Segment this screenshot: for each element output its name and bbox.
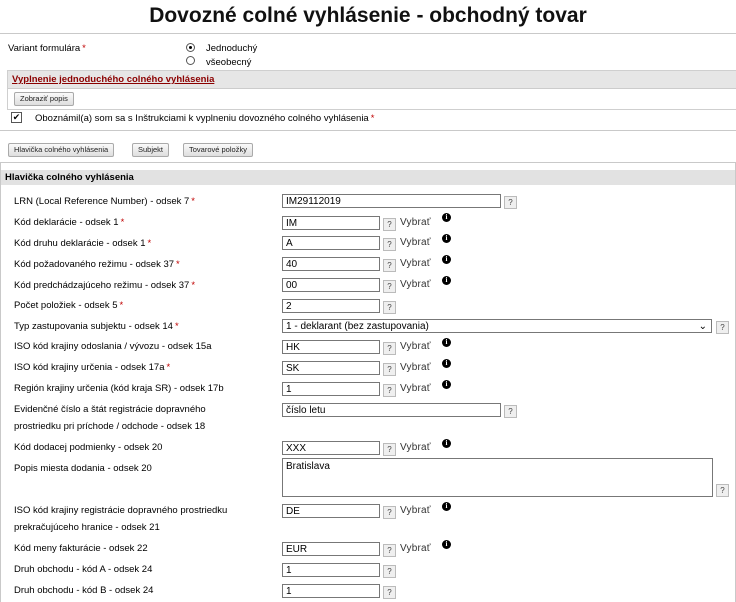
dodacia-input[interactable]: XXX [282, 441, 380, 455]
tab-hlavicka[interactable]: Hlavička colného vyhlásenia [8, 143, 114, 157]
lrn-help-icon[interactable]: ? [504, 196, 517, 209]
druh-b-label: Druh obchodu - kód B - odsek 24 [14, 585, 154, 596]
popis-miesta-textarea[interactable]: Bratislava [282, 458, 713, 497]
region-input[interactable]: 1 [282, 382, 380, 396]
dodacia-vybrat-button[interactable]: Vybrať [400, 442, 431, 453]
iso-urcenia-label: ISO kód krajiny určenia - odsek 17a * [14, 362, 171, 373]
iso-registr-label-line1: ISO kód krajiny registrácie dopravného prostriedku [14, 505, 228, 516]
kod-predch-info-icon[interactable]: i [442, 276, 451, 285]
kod-druhu-vybrat-button[interactable]: Vybrať [400, 237, 431, 248]
evidencne-label-line2: prostriedku pri príchode / odchode - odsek 18 [14, 421, 206, 432]
pocet-label: Počet položiek - odsek 5 * [14, 300, 124, 311]
kod-druhu-label: Kód druhu deklarácie - odsek 1 * [14, 238, 152, 249]
kod-predch-help-icon[interactable]: ? [383, 280, 396, 293]
iso-odoslania-help-icon[interactable]: ? [383, 342, 396, 355]
lrn-label: LRN (Local Reference Number) - odsek 7 * [14, 196, 195, 207]
lrn-input[interactable]: IM29112019 [282, 194, 501, 208]
druh-a-input[interactable]: 1 [282, 563, 380, 577]
popis-miesta-label: Popis miesta dodania - odsek 20 [14, 463, 152, 474]
show-description-button[interactable]: Zobraziť popis [14, 92, 74, 106]
variant-option-vseobecny[interactable]: všeobecný [206, 57, 252, 68]
mena-help-icon[interactable]: ? [383, 544, 396, 557]
iso-urcenia-help-icon[interactable]: ? [383, 363, 396, 376]
dodacia-label: Kód dodacej podmienky - odsek 20 [14, 442, 163, 453]
variant-radio-vseobecny[interactable] [186, 56, 195, 65]
mena-input[interactable]: EUR [282, 542, 380, 556]
kod-deklaracie-input[interactable]: IM [282, 216, 380, 230]
typ-zast-select[interactable] [282, 319, 712, 333]
iso-registr-vybrat-button[interactable]: Vybrať [400, 505, 431, 516]
frame-left [0, 162, 1, 602]
druh-a-label: Druh obchodu - kód A - odsek 24 [14, 564, 153, 575]
iso-registr-input[interactable]: DE [282, 504, 380, 518]
variant-radio-jednoduchy[interactable] [186, 43, 195, 52]
kod-deklaracie-label: Kód deklarácie - odsek 1 * [14, 217, 125, 228]
tab-subjekt[interactable]: Subjekt [132, 143, 169, 157]
divider [0, 130, 736, 131]
iso-odoslania-info-icon[interactable]: i [442, 338, 451, 347]
kod-pozad-input[interactable]: 40 [282, 257, 380, 271]
divider [0, 33, 736, 34]
kod-pozad-vybrat-button[interactable]: Vybrať [400, 258, 431, 269]
region-vybrat-button[interactable]: Vybrať [400, 383, 431, 394]
mena-vybrat-button[interactable]: Vybrať [400, 543, 431, 554]
kod-pozad-info-icon[interactable]: i [442, 255, 451, 264]
druh-b-help-icon[interactable]: ? [383, 586, 396, 599]
druh-b-input[interactable]: 1 [282, 584, 380, 598]
region-help-icon[interactable]: ? [383, 384, 396, 397]
kod-deklaracie-vybrat-button[interactable]: Vybrať [400, 217, 431, 228]
page-title: Dovozné colné vyhlásenie - obchodný tovar [149, 4, 587, 27]
iso-registr-info-icon[interactable]: i [442, 502, 451, 511]
popis-miesta-help-icon[interactable]: ? [716, 484, 729, 497]
kod-deklaracie-help-icon[interactable]: ? [383, 218, 396, 231]
simple-declaration-panel [7, 70, 736, 110]
tab-tovarove-polozky[interactable]: Tovarové položky [183, 143, 253, 157]
divider [0, 162, 736, 163]
mena-label: Kód meny fakturácie - odsek 22 [14, 543, 148, 554]
evidencne-input[interactable]: číslo letu [282, 403, 501, 417]
iso-registr-label-line2: prekračujúceho hranice - odsek 21 [14, 522, 160, 533]
section-header: Hlavička colného vyhlásenia [1, 170, 735, 185]
kod-predch-input[interactable]: 00 [282, 278, 380, 292]
kod-druhu-help-icon[interactable]: ? [383, 238, 396, 251]
dodacia-info-icon[interactable]: i [442, 439, 451, 448]
iso-urcenia-input[interactable]: SK [282, 361, 380, 375]
pocet-input[interactable]: 2 [282, 299, 380, 313]
typ-zast-help-icon[interactable]: ? [716, 321, 729, 334]
kod-pozad-label: Kód požadovaného režimu - odsek 37 * [14, 259, 180, 270]
typ-zast-label: Typ zastupovania subjektu - odsek 14 * [14, 321, 179, 332]
typ-zast-selected-value: 1 - deklarant (bez zastupovania) [286, 321, 429, 332]
iso-odoslania-label: ISO kód krajiny odoslania / vývozu - odsek 15a [14, 341, 212, 352]
chevron-down-icon: ⌄ [698, 321, 707, 332]
region-info-icon[interactable]: i [442, 380, 451, 389]
iso-urcenia-info-icon[interactable]: i [442, 359, 451, 368]
druh-a-help-icon[interactable]: ? [383, 565, 396, 578]
iso-urcenia-vybrat-button[interactable]: Vybrať [400, 362, 431, 373]
variant-option-jednoduchy[interactable]: Jednoduchý [206, 43, 258, 54]
evidencne-help-icon[interactable]: ? [504, 405, 517, 418]
panel-title: Vyplnenie jednoduchého colného vyhlásenia [8, 71, 736, 89]
evidencne-label-line1: Evidenčné číslo a štát registrácie dopravného [14, 404, 206, 415]
kod-deklaracie-info-icon[interactable]: i [442, 213, 451, 222]
mena-info-icon[interactable]: i [442, 540, 451, 549]
kod-pozad-help-icon[interactable]: ? [383, 259, 396, 272]
acknowledge-label: Oboznámil(a) som sa s Inštrukciami k vyplneniu dovozného colného vyhlásenia * [35, 113, 375, 124]
region-label: Región krajiny určenia (kód kraja SR) - odsek 17b [14, 383, 224, 394]
variant-label: Variant formulára * [8, 43, 86, 54]
kod-druhu-info-icon[interactable]: i [442, 234, 451, 243]
pocet-help-icon[interactable]: ? [383, 301, 396, 314]
iso-odoslania-input[interactable]: HK [282, 340, 380, 354]
acknowledge-checkbox[interactable]: ✔ [12, 112, 21, 122]
iso-odoslania-vybrat-button[interactable]: Vybrať [400, 341, 431, 352]
iso-registr-help-icon[interactable]: ? [383, 506, 396, 519]
kod-predch-vybrat-button[interactable]: Vybrať [400, 279, 431, 290]
dodacia-help-icon[interactable]: ? [383, 443, 396, 456]
kod-druhu-input[interactable]: A [282, 236, 380, 250]
kod-predch-label: Kód predchádzajúceho režimu - odsek 37 * [14, 280, 196, 291]
